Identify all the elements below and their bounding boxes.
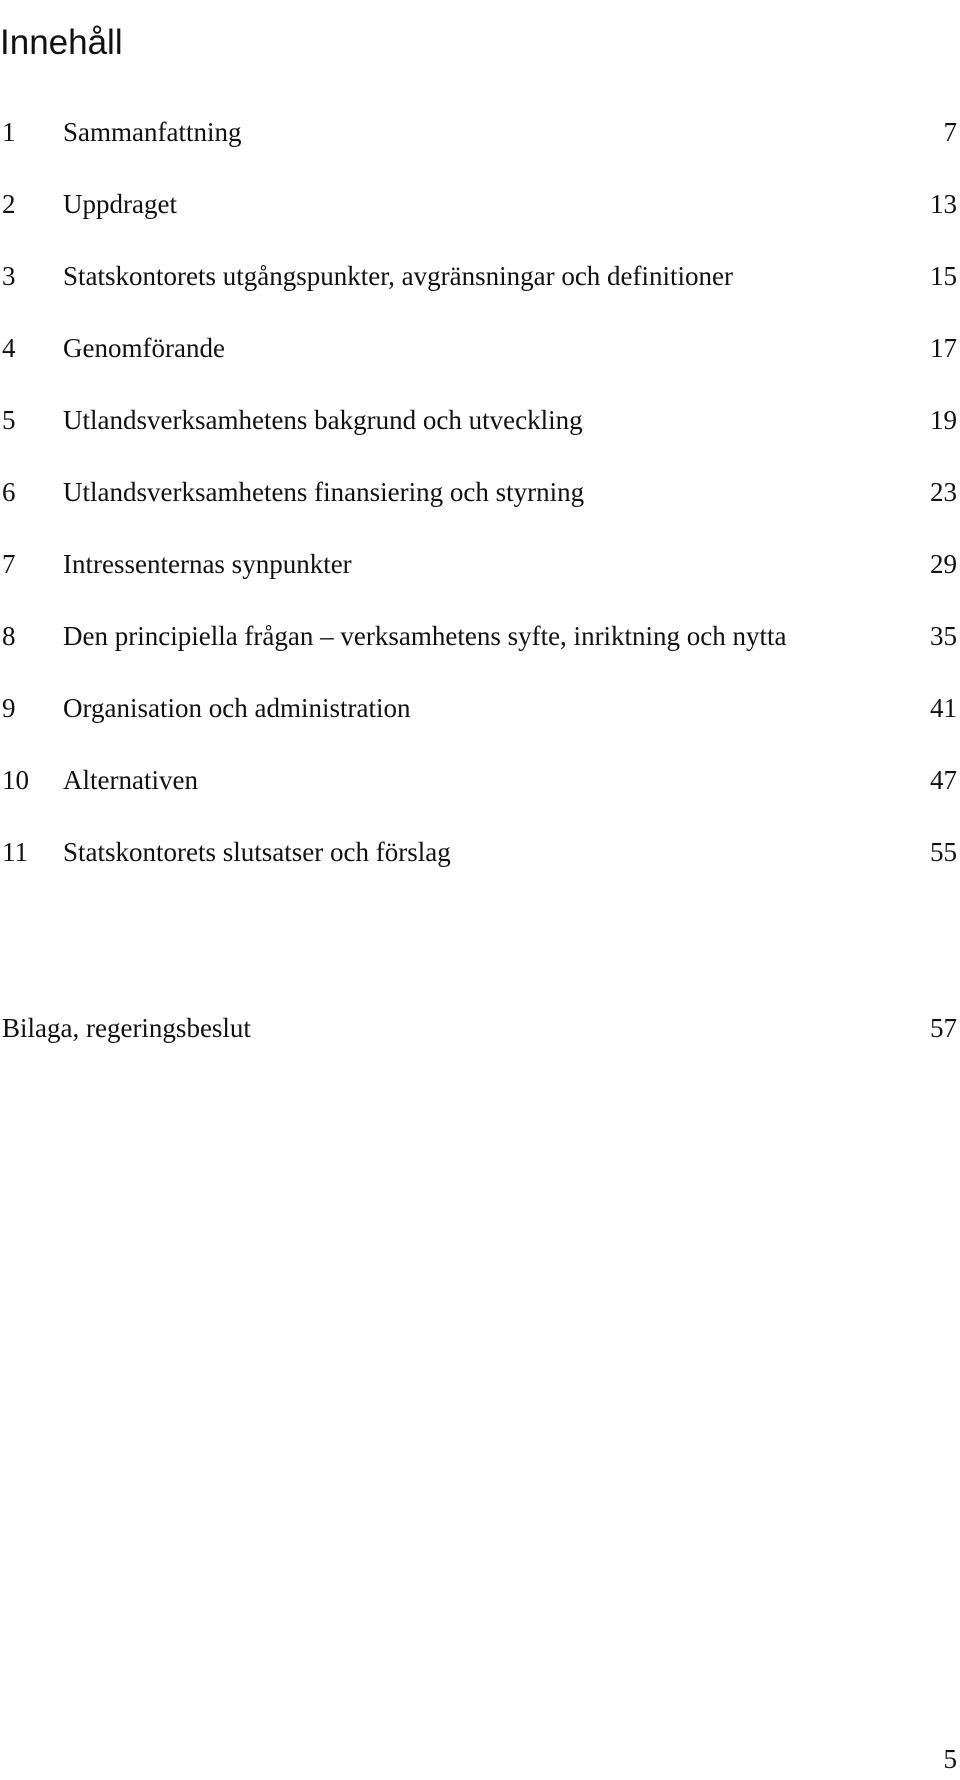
toc-entry-page: 29: [930, 549, 957, 579]
toc-entry-page: 23: [930, 477, 957, 507]
toc-entry-page: 19: [930, 405, 957, 435]
toc-entry-page: 41: [930, 693, 957, 723]
toc-entry[interactable]: [0, 540, 960, 612]
toc-entry-page: 17: [930, 333, 957, 363]
toc-entry[interactable]: [0, 252, 960, 324]
toc-entry-title: Statskontorets utgångspunkter, avgränsningar och definitioner: [63, 261, 734, 291]
toc-entry-number: 6: [2, 477, 16, 507]
toc-entry-title: Sammanfattning: [63, 117, 242, 147]
toc-entry[interactable]: [0, 324, 960, 396]
toc-entry-page: 35: [930, 621, 957, 651]
toc-entry-number: 5: [2, 405, 16, 435]
toc-entry-page: 13: [930, 189, 957, 219]
toc-entry-number: 11: [2, 837, 28, 867]
appendix-title: Bilaga, regeringsbeslut: [2, 1013, 251, 1043]
toc-entry-number: 4: [2, 333, 16, 363]
toc-entry[interactable]: [0, 828, 960, 900]
toc-entry-title: Utlandsverksamhetens finansiering och styrning: [63, 477, 585, 507]
toc-entry-title: Statskontorets slutsatser och förslag: [63, 837, 451, 867]
toc-entry-number: 9: [2, 693, 16, 723]
table-of-contents: [0, 108, 960, 900]
toc-entry[interactable]: [0, 756, 960, 828]
toc-entry-page: 15: [930, 261, 957, 291]
toc-entry-number: 1: [2, 117, 16, 147]
page-title: Innehåll: [0, 23, 123, 63]
toc-entry-title: Organisation och administration: [63, 693, 411, 723]
toc-entry-number: 10: [2, 765, 29, 795]
toc-entry-title: Uppdraget: [63, 189, 177, 219]
toc-entry-page: 7: [943, 117, 957, 147]
toc-entry[interactable]: [0, 468, 960, 540]
toc-entry-title: Den principiella frågan – verksamhetens syfte, inriktning och nytta: [63, 621, 787, 651]
toc-entry[interactable]: [0, 612, 960, 684]
toc-entry-number: 3: [2, 261, 16, 291]
toc-entry-title: Utlandsverksamhetens bakgrund och utveckling: [63, 405, 583, 435]
toc-entry-number: 2: [2, 189, 16, 219]
toc-entry[interactable]: [0, 180, 960, 252]
toc-entry[interactable]: [0, 396, 960, 468]
toc-appendix-entry[interactable]: [0, 1008, 960, 1052]
toc-entry-page: 55: [930, 837, 957, 867]
toc-entry-title: Intressenternas synpunkter: [63, 549, 352, 579]
toc-entry-number: 7: [2, 549, 16, 579]
toc-entry-number: 8: [2, 621, 16, 651]
toc-entry[interactable]: [0, 108, 960, 180]
toc-entry-title: Alternativen: [63, 765, 198, 795]
toc-entry[interactable]: [0, 684, 960, 756]
appendix-page: 57: [930, 1013, 957, 1043]
toc-entry-title: Genomförande: [63, 333, 225, 363]
toc-entry-page: 47: [930, 765, 957, 795]
page-number: 5: [943, 1744, 957, 1774]
